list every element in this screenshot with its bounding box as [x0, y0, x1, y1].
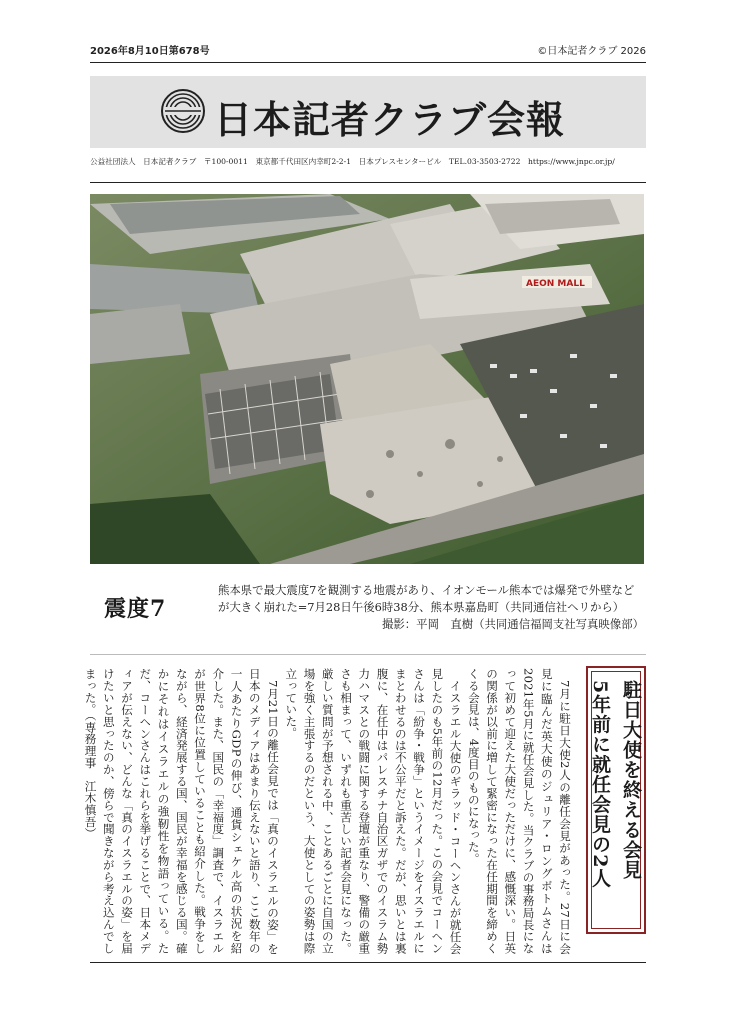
top-line: [90, 42, 646, 56]
earthquake-photo: [90, 194, 644, 564]
publisher-address: 公益社団法人 日本記者クラブ 〒100-0011 東京都千代田区内幸町2-2-1 日本プレスセンタービル TEL.03-3503-2722 https://www.jnpc.or.jp/: [90, 157, 615, 166]
caption-divider: [90, 654, 646, 655]
photo-credit: 撮影：平岡 直樹（共同通信福岡支社写真映像部）: [382, 617, 644, 631]
club-logo-icon: [160, 88, 206, 134]
copyright: ©日本記者クラブ 2026: [537, 46, 646, 57]
bottom-divider: [90, 962, 646, 963]
photo-caption: [218, 582, 644, 633]
article-headline-box: [586, 666, 646, 934]
masthead: [90, 76, 646, 148]
header-divider: [90, 182, 646, 183]
caption-headline: 震度7: [104, 596, 167, 622]
article-paragraph: 7月に駐日大使2人の離任会見があった。27日に会見に臨んだ英大使のジュリア・ロングボトムさんは2021年5月に就任会見した。当クラブの事務局長になって初めて迎えた大使だっただけに、感慨深い。日英の関係が以前に増して緊密になった在任期間を締めくくる会見は、4度目のものになった。: [466, 668, 572, 954]
article-headline-1: 駐日大使を終える会見: [620, 680, 642, 880]
article-paragraph: イスラエル大使のギラッド・コーヘンさんが就任会見したのも5年前の12月だった。この会見でコーヘンさんは「紛争・戦争」というイメージをイスラエルにまとわせるのは不公平だと訴えた。だが、思いとは裏腹に、在任中はパレスチナ自治区ガザでのイスラム勢力ハマスとの戦闘に関する登壇が重なり、警備の厳重さも相まって、いずれも重苦しい記者会見になった。厳しい質問が予想される中、ことあるごとに自国の立場を強く主張するのだという、大使としての姿勢は際立っていた。: [284, 668, 463, 954]
mall-sign: AEON MALL: [526, 279, 585, 289]
article-body: [83, 668, 574, 954]
issue-date: 2026年8月10日第678号: [90, 46, 210, 57]
top-divider: [90, 62, 646, 63]
aerial-damage-illustration: [90, 194, 644, 564]
article-paragraph: 7月21日の離任会見では「真のイスラエルの姿」を日本のメディアはあまり伝えないと語り、ここ数年の一人あたりGDPの伸び、通貨シェケル高の状況を紹介した。また、国民の「幸福度」調査で、イスラエルが世界8位に位置していることも紹介した。戦争をしながら、経済発展する国、国民が幸福を感じる国。確かにそれはイスラエルの強靭性を物語っている。ただ、コーヘンさんはこれらを挙げることで、日本メディアが伝えない、どんな「真のイスラエルの姿」を届けたいと思ったのか、傍らで聞きながら考え込んでしまった。（専務理事 江木慎吾）: [83, 668, 280, 954]
article-headline-2: 5年前に就任会見の2人: [589, 680, 611, 889]
newsletter-title: 日本記者クラブ会報: [214, 97, 566, 142]
caption-text: 熊本県で最大震度7を観測する地震があり、イオンモール熊本では爆発で外壁などが大きく崩れた=7月28日午後6時38分、熊本県嘉島町（共同通信社ヘリから）: [218, 583, 635, 614]
